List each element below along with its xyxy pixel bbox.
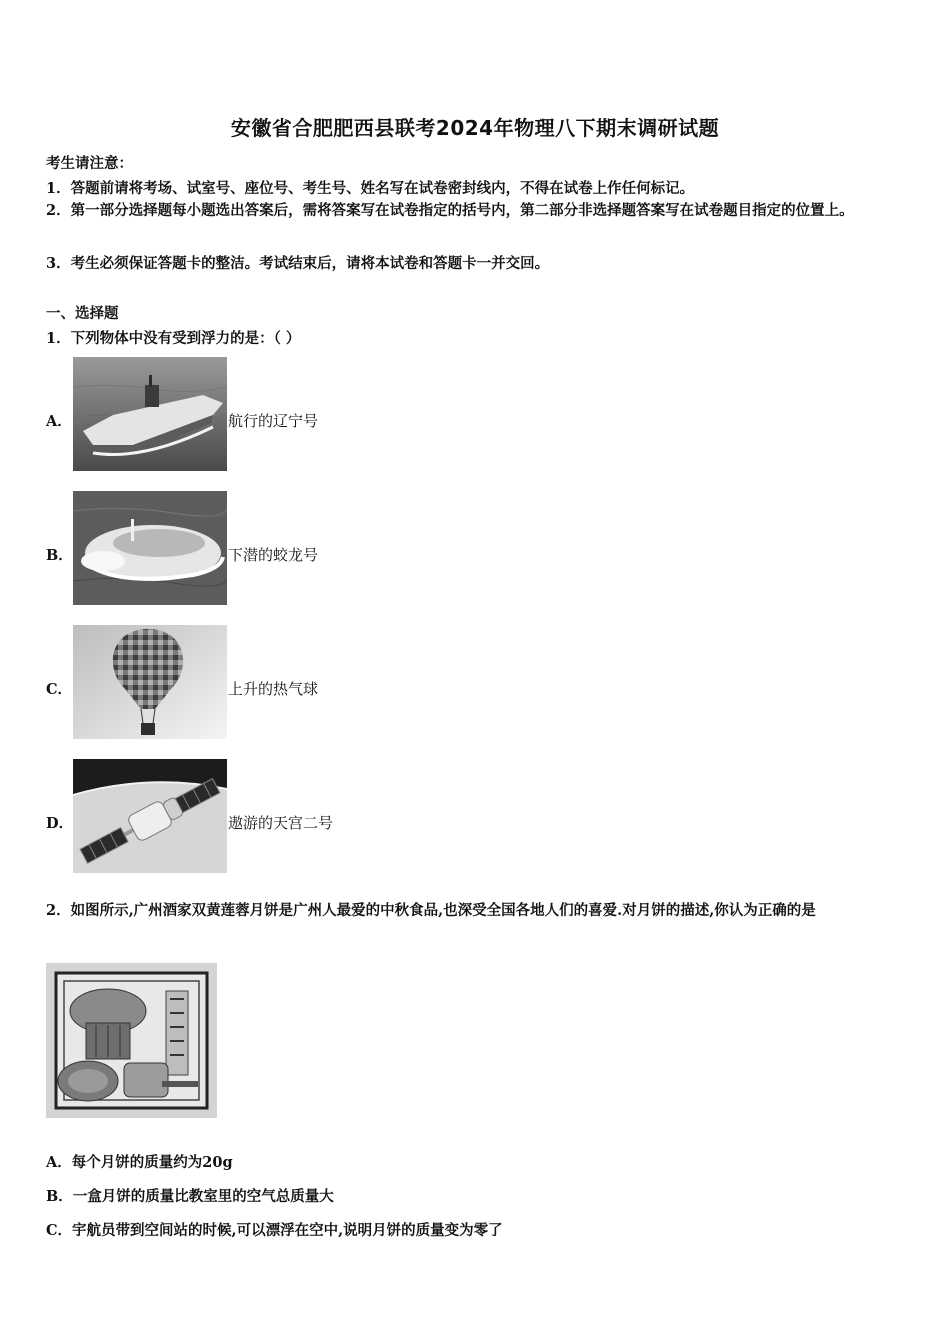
option-text: 宇航员带到空间站的时候,可以漂浮在空中,说明月饼的质量变为零了 [72,1222,503,1239]
option-a-text: 航行的辽宁号 [228,412,319,430]
mooncake-box-image [46,963,217,1118]
option-c-label: C． [46,681,73,698]
hot-air-balloon-image [73,625,227,739]
section-heading: 一、选择题 [46,305,119,322]
option-text: 一盒月饼的质量比教室里的空气总质量大 [72,1188,334,1205]
option-label: C． [46,1222,73,1239]
option-text: 每个月饼的质量约为20g [71,1154,233,1171]
option-a-label: A． [46,413,72,430]
question-1-stem: 1．下列物体中没有受到浮力的是：（ ） [46,330,301,347]
option-c-text: 上升的热气球 [228,680,319,698]
question-2-stem: 2．如图所示,广州酒家双黄莲蓉月饼是广州人最爱的中秋食品,也深受全国各地人们的喜爱.对月饼的描述,你认为正确的是 [46,902,816,919]
option-b-label: B． [46,547,73,564]
submersible-image [73,491,227,605]
space-station-image [73,759,227,873]
notice-item-3: 3．考生必须保证答题卡的整洁。考试结束后，请将本试卷和答题卡一并交回。 [46,255,550,272]
question-2-option-c [46,1219,503,1240]
question-2-option-a [46,1151,233,1172]
option-label: B． [46,1188,73,1205]
notice-item-1: 1．答题前请将考场、试室号、座位号、考生号、姓名写在试卷密封线内，不得在试卷上作任何标记。 [46,180,695,197]
question-2-option-b [46,1185,334,1206]
notice-heading: 考生请注意： [46,155,133,172]
page-title: 安徽省合肥肥西县联考2024年物理八下期末调研试题 [230,116,720,140]
notice-item-2: 2．第一部分选择题每小题选出答案后，需将答案写在试卷指定的括号内，第二部分非选择题答案写在试卷题目指定的位置上。 [46,202,854,219]
option-d-label: D． [46,815,74,832]
option-d-text: 遨游的天宫二号 [228,814,334,832]
option-b-text: 下潜的蛟龙号 [228,546,319,564]
option-label: A． [46,1154,72,1171]
aircraft-carrier-image [73,357,227,471]
